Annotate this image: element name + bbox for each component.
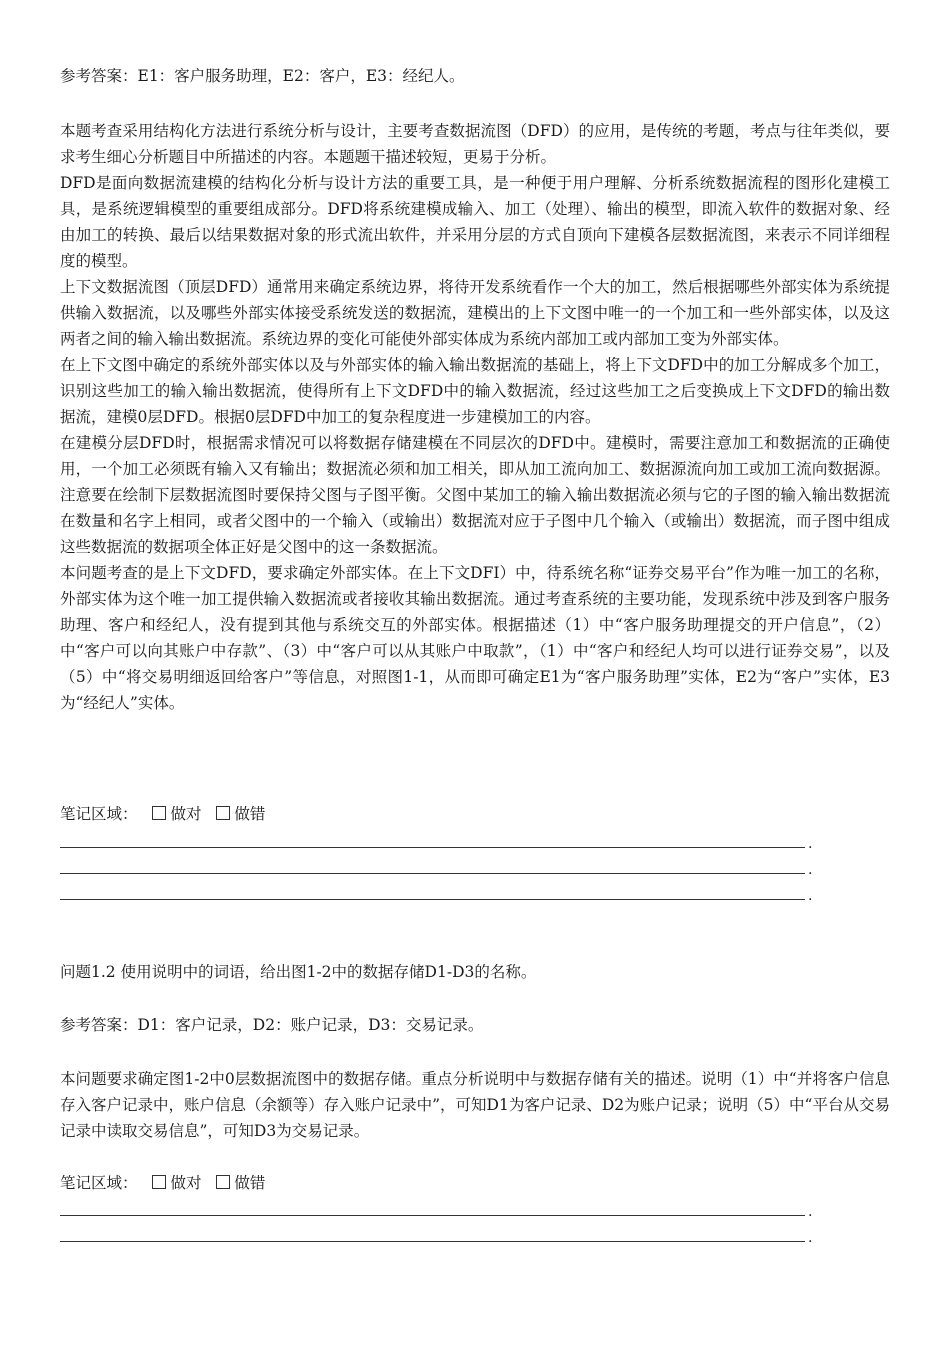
note-line-end: . xyxy=(808,836,813,852)
q1-paragraph: 在上下文图中确定的系统外部实体以及与外部实体的输入输出数据流的基础上，将上下文DFD中的加工分解成多个加工，识别这些加工的输入输出数据流，使得所有上下文DFD中的输入数据流，经过这些加工之后变换成上下文DFD的输出数据流，建模0层DFD。根据0层DFD中加工的复杂程度进一步建模加工的内容。 xyxy=(60,356,890,426)
q1-paragraph: 本题考查采用结构化方法进行系统分析与设计，主要考查数据流图（DFD）的应用，是传统的考题，考点与往年类似，要求考生细心分析题目中所描述的内容。本题题干描述较短，更易于分析。 xyxy=(60,122,890,166)
notes-label: 笔记区域： xyxy=(60,1174,138,1192)
q1-paragraph: 上下文数据流图（顶层DFD）通常用来确定系统边界，将待开发系统看作一个大的加工，然后根据哪些外部实体为系统提供输入数据流，以及哪些外部实体接受系统发送的数据流，建模出的上下文图中唯一的一个加工和一些外部实体，以及这两者之间的输入输出数据流。系统边界的变化可能使外部实体成为系统内部加工或内部加工变为外部实体。 xyxy=(60,278,890,348)
q2-question: 问题1.2 使用说明中的词语，给出图1-2中的数据存储D1-D3的名称。 xyxy=(60,963,537,981)
note-line-end: . xyxy=(808,1204,813,1220)
note-line[interactable] xyxy=(60,1215,805,1216)
q1-paragraph: 本问题考查的是上下文DFD，要求确定外部实体。在上下文DFI）中，待系统名称“证券交易平台”作为唯一加工的名称，外部实体为这个唯一加工提供输入数据流或者接收其输出数据流。通过考查系统的主要功能，发现系统中涉及到客户服务助理、客户和经纪人，没有提到其他与系统交互的外部实体。根据描述（1）中“客户服务助理提交的开户信息”，（2）中“客户可以向其账户中存款”、（3）中“客户可以从其账户中取款”，（1）中“客户和经纪人均可以进行证券交易”，以及（5）中“将交易明细返回给客户”等信息，对照图1-1，从而即可确定E1为“客户服务助理”实体，E2为“客户”实体，E3为“经纪人”实体。 xyxy=(60,564,890,712)
checkbox-icon xyxy=(152,806,166,820)
note-line-end: . xyxy=(808,1230,813,1246)
note-line[interactable] xyxy=(60,899,805,900)
q2-explanation xyxy=(60,1066,890,1144)
checkbox-icon xyxy=(216,806,230,820)
correct-checkbox[interactable]: 做对 xyxy=(152,1174,201,1192)
q2-answer: 参考答案：D1：客户记录，D2：账户记录，D3：交易记录。 xyxy=(60,1016,484,1034)
note-line[interactable] xyxy=(60,1241,805,1242)
correct-checkbox[interactable]: 做对 xyxy=(152,805,201,823)
q1-paragraph: 在建模分层DFD时，根据需求情况可以将数据存储建模在不同层次的DFD中。建模时，需要注意加工和数据流的正确使用，一个加工必须既有输入又有输出；数据流必须和加工相关，即从加工流向加工、数据源流向加工或加工流向数据源。注意要在绘制下层数据流图时要保持父图与子图平衡。父图中某加工的输入输出数据流必须与它的子图的输入输出数据流在数量和名字上相同，或者父图中的一个输入（或输出）数据流对应于子图中几个输入（或输出）数据流，而子图中组成这些数据流的数据项全体正好是父图中的这一条数据流。 xyxy=(60,434,890,556)
notes-label: 笔记区域： xyxy=(60,805,138,823)
wrong-checkbox[interactable]: 做错 xyxy=(216,805,265,823)
note-line[interactable] xyxy=(60,847,805,848)
checkbox-icon xyxy=(152,1175,166,1189)
checkbox-icon xyxy=(216,1175,230,1189)
q1-answer: 参考答案：E1：客户服务助理，E2：客户，E3：经纪人。 xyxy=(60,67,465,85)
q2-paragraph: 本问题要求确定图1-2中0层数据流图中的数据存储。重点分析说明中与数据存储有关的描述。说明（1）中“并将客户信息存入客户记录中，账户信息（余额等）存入账户记录中”，可知D1为客户记录、D2为账户记录；说明（5）中“平台从交易记录中读取交易信息”，可知D3为交易记录。 xyxy=(60,1070,890,1140)
note-line-end: . xyxy=(808,862,813,878)
q2-notes-area xyxy=(60,1173,265,1193)
q1-notes-area xyxy=(60,804,265,824)
note-line[interactable] xyxy=(60,873,805,874)
note-line-end: . xyxy=(808,888,813,904)
wrong-checkbox[interactable]: 做错 xyxy=(216,1174,265,1192)
q1-paragraph: DFD是面向数据流建模的结构化分析与设计方法的重要工具，是一种便于用户理解、分析系统数据流程的图形化建模工具，是系统逻辑模型的重要组成部分。DFD将系统建模成输入、加工（处理）、输出的模型，即流入软件的数据对象、经由加工的转换、最后以结果数据对象的形式流出软件，并采用分层的方式自顶向下建模各层数据流图，来表示不同详细程度的模型。 xyxy=(60,174,890,270)
q1-explanation xyxy=(60,118,890,716)
